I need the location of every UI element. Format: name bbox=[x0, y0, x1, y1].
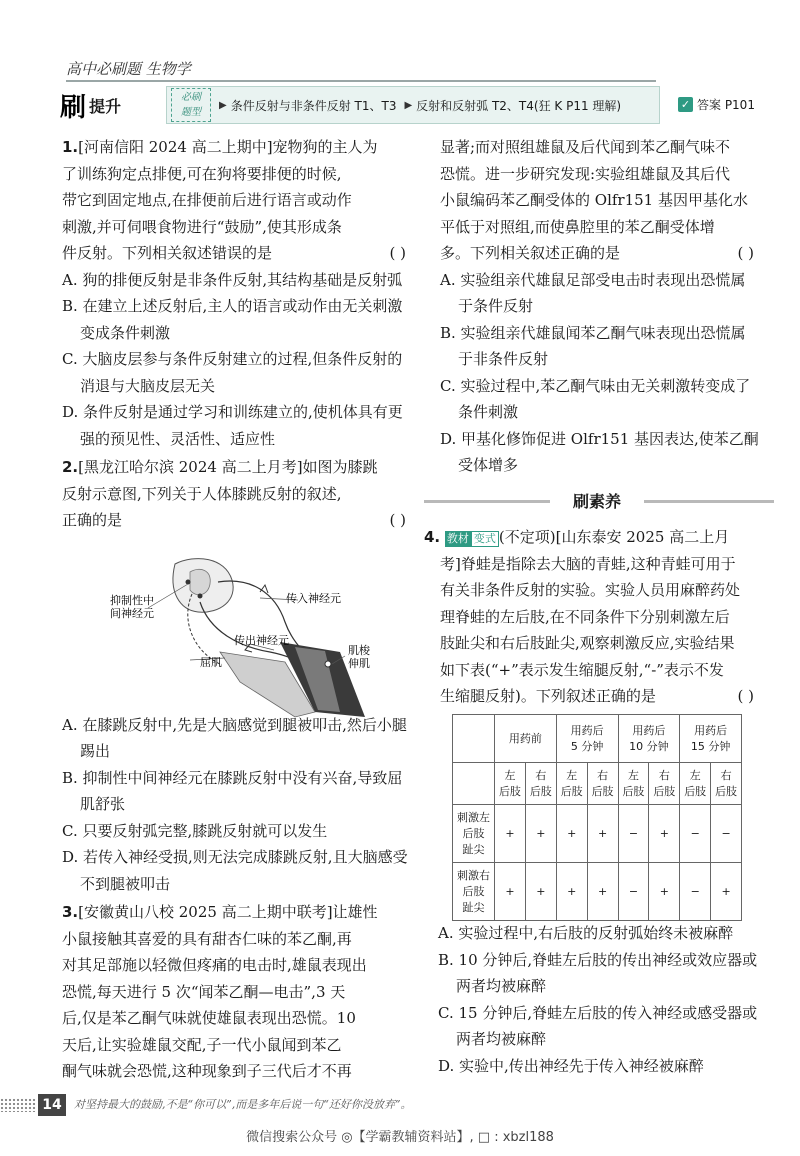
table-row: 刺激右 后肢 趾尖 + + + + − + − + bbox=[453, 863, 742, 921]
interneuron-body bbox=[186, 580, 191, 585]
col-header: 用药后 15 分钟 bbox=[680, 715, 742, 763]
motor-neuron-body bbox=[198, 594, 203, 599]
question-number: 2. bbox=[62, 458, 79, 476]
brand-main: 刷 bbox=[60, 92, 88, 123]
footer-quote: 对坚持最大的鼓励,不是“你可以”,而是多年后说一句“还好你没放弃”。 bbox=[74, 1098, 412, 1111]
page-number: 14 bbox=[38, 1094, 66, 1116]
option-a: A. 在膝跳反射中,先是大脑感觉到腿被叩击,然后小腿踢出 bbox=[62, 715, 407, 760]
option-d: D. 甲基化修饰促进 Olfr151 基因表达,使苯乙酮受体增多 bbox=[440, 429, 759, 474]
option-a: A. 狗的排便反射是非条件反射,其结构基础是反射弧 bbox=[62, 270, 403, 289]
experiment-table bbox=[452, 714, 742, 921]
option-b: B. 实验组亲代雄鼠闻苯乙酮气味表现出恐慌属于非条件反射 bbox=[440, 323, 746, 368]
brand-logo bbox=[60, 88, 150, 122]
option-d: D. 实验中,传出神经先于传入神经被麻醉 bbox=[438, 1056, 704, 1075]
question-3-continued: 显著;而对照组雄鼠及后代闻到苯乙酮气味不 恐慌。进一步研究发现:实验组雄鼠及其后代 小鼠编码苯乙酮受体的 Olfr151 基因甲基化水 平低于对照组,而使鼻腔里的苯乙酮受体增 多。下列相关叙述正确的是 ( ) A. 实验组亲代雄鼠足部受电击时表现出恐慌属于条件反射 B. 实验组亲代雄鼠闻苯乙酮气味表现出恐慌属于非条件反射 C. 实验过程中,苯乙酮气味由无关刺激转变成了条件刺激 D. 甲基化修饰促进 Olfr151 基因表达,使苯乙酮受体增多 bbox=[426, 134, 760, 479]
option-d: D. 若传入神经受损,则无法完成膝跳反射,且大脑感受不到腿被叩击 bbox=[62, 848, 408, 893]
option-d: D. 条件反射是通过学习和训练建立的,使机体具有更强的预见性、灵活性、适应性 bbox=[62, 403, 403, 448]
footer-watermark: 微信搜索公众号 ◎【学霸教辅资料站】, □ : xbzl188 bbox=[246, 1130, 554, 1145]
muscle-spindle bbox=[325, 661, 331, 667]
question-number: 3. bbox=[62, 903, 79, 921]
option-c: C. 只要反射弧完整,膝跳反射就可以发生 bbox=[62, 821, 328, 840]
question-number: 1. bbox=[62, 138, 79, 156]
label-spindle: 肌梭 bbox=[348, 644, 370, 657]
label-flexor: 屈肌 bbox=[200, 656, 222, 669]
label-inhib-1: 抑制性中 bbox=[110, 594, 154, 607]
question-number: 4. bbox=[424, 528, 441, 546]
label-afferent: 传入神经元 bbox=[286, 592, 341, 605]
section-line bbox=[644, 500, 774, 503]
label-inhib-2: 间神经元 bbox=[110, 607, 154, 620]
answer-blank: ( ) bbox=[737, 687, 754, 705]
col-header: 用药前 bbox=[495, 715, 557, 763]
brand-sub: 提升 bbox=[89, 96, 122, 116]
col-header: 用药后 10 分钟 bbox=[618, 715, 680, 763]
header-divider bbox=[66, 80, 656, 82]
topic-box bbox=[166, 86, 660, 124]
section-title: 刷素养 bbox=[572, 492, 621, 511]
option-b: B. 在建立上述反射后,主人的语言或动作由无关刺激变成条件刺激 bbox=[62, 297, 403, 342]
sub-header-row: 左 后肢 右 后肢 左 后肢 右 后肢 左 后肢 右 后肢 左 后肢 右 后肢 bbox=[453, 763, 742, 805]
option-c: C. 实验过程中,苯乙酮气味由无关刺激转变成了条件刺激 bbox=[440, 376, 751, 421]
label-efferent: 传出神经元 bbox=[234, 634, 289, 647]
topic-1: 条件反射与非条件反射 T1、T3 bbox=[230, 98, 397, 113]
triangle-icon: ▶ bbox=[219, 99, 227, 111]
question-1: 1.[河南信阳 2024 高二上期中]宠物狗的主人为 了训练狗定点排便,可在狗将要排便的时候, 带它到固定地点,在排便前后进行语言或动作 刺激,并可伺喂食物进行“鼓励”,使其形成条 件反射。下列相关叙述错误的是 ( ) A. 狗的排便反射是非条件反射,其结构基础是反射弧 B. 在建立上述反射后,主人的语言或动作由无关刺激变成条件刺激 C. 大脑皮层参与条件反射建立的过程,但条件反射的消退与大脑皮层无关 D. 条件反射是通过学习和训练建立的,使机体具有更强的预见性、灵活性、适应性 bbox=[62, 134, 412, 452]
col-header: 用药后 5 分钟 bbox=[556, 715, 618, 763]
answer-blank: ( ) bbox=[737, 244, 754, 262]
table-row: 刺激左 后肢 趾尖 + + + + − + − − bbox=[453, 805, 742, 863]
question-2: 2.[黑龙江哈尔滨 2024 高二上月考]如图为膝跳 反射示意图,下列关于人体膝跳反射的叙述, 正确的是 ( ) A. 在膝跳反射中,先是大脑感觉到腿被叩击,然后小腿踢出 B. 抑制性中间神经元在膝跳反射中没有兴奋,导致屈肌舒张 C. 只要反射弧完整,膝跳反射就可以发生 D. 若传入神经受损,则无法完成膝跳反射,且大脑感受不到腿被叩击 bbox=[62, 454, 412, 897]
option-c: C. 大脑皮层参与条件反射建立的过程,但条件反射的消退与大脑皮层无关 bbox=[62, 350, 403, 395]
question-4: 4. 教材 变式 (不定项)[山东泰安 2025 高二上月 考]脊蛙是指除去大脑的青蛙,这种青蛙可用于 有关非条件反射的实验。实验人员用麻醉药处 理脊蛙的左后肢,在不同条件下分别刺激左后 肢趾尖和右后肢趾尖,观察刺激反应,实验结果 如下表(“+”表示发生缩腿反射,“-”表示不发 生缩腿反射)。下列叙述正确的是 ( ) bbox=[424, 524, 760, 710]
textbook-tag: 教材 bbox=[446, 532, 469, 545]
question-3: 3.[安徽黄山八校 2025 高二上期中联考]让雄性 小鼠接触其喜爱的具有甜杏仁味的苯乙酮,再 对其足部施以轻微但疼痛的电击时,雄鼠表现出 恐慌,每天进行 5 次“闻苯乙酮—电击”,3 天 后,仅是苯乙酮气味就使雄鼠表现出恐慌。10 天后,让实验雄鼠交配,子一代小鼠闻到苯乙 酮气味就会恐慌,这种现象到子三代后才不再 bbox=[62, 903, 378, 1080]
option-b: B. 10 分钟后,脊蛙左后肢的传出神经或效应器或两者均被麻醉 bbox=[438, 950, 758, 995]
topic-2: 反射和反射弧 T2、T4(狂 K P11 理解) bbox=[416, 98, 622, 113]
variant-tag: 变式 bbox=[471, 531, 499, 547]
option-b: B. 抑制性中间神经元在膝跳反射中没有兴奋,导致屈肌舒张 bbox=[62, 768, 403, 813]
question-4-options bbox=[438, 920, 760, 1079]
knee-reflex-diagram bbox=[100, 552, 400, 722]
option-a: A. 实验过程中,右后肢的反射弧始终未被麻醉 bbox=[438, 924, 734, 942]
triangle-icon: ▶ bbox=[404, 99, 413, 111]
decorative-dots bbox=[0, 1098, 36, 1112]
grey-matter bbox=[190, 569, 210, 595]
option-c: C. 15 分钟后,脊蛙左后肢的传入神经或感受器或两者均被麻醉 bbox=[438, 1003, 758, 1048]
answer-reference: ✓ 答案 P101 bbox=[678, 96, 755, 113]
book-title: 高中必刷题 生物学 bbox=[66, 60, 191, 78]
option-a: A. 实验组亲代雄鼠足部受电击时表现出恐慌属于条件反射 bbox=[440, 270, 746, 315]
check-icon: ✓ bbox=[678, 97, 693, 112]
answer-blank: ( ) bbox=[389, 244, 406, 262]
answer-blank: ( ) bbox=[389, 511, 406, 529]
label-extensor: 伸肌 bbox=[348, 657, 370, 670]
must-do-badge: 必刷 题型 bbox=[171, 88, 211, 122]
section-line bbox=[424, 500, 550, 503]
right-column bbox=[426, 134, 760, 479]
section-bar bbox=[424, 488, 774, 514]
